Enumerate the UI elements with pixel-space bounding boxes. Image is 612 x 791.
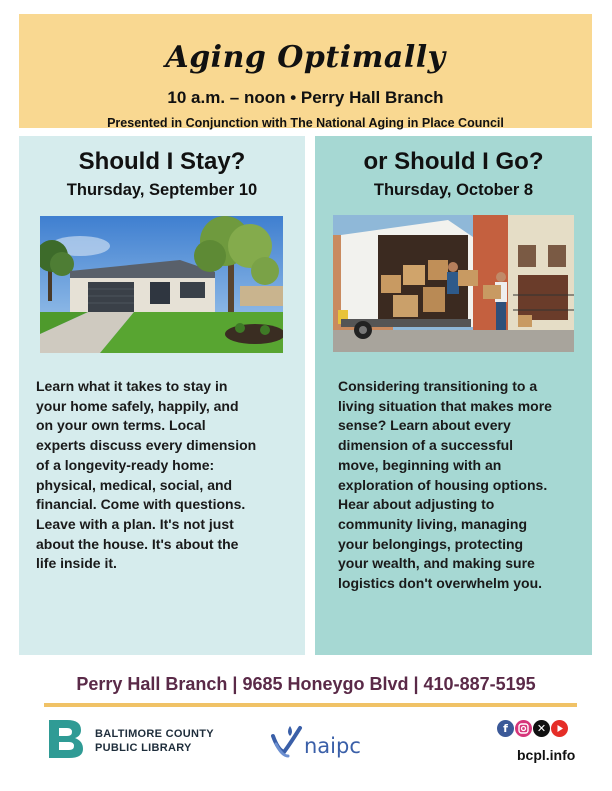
go-line: your wealth, and making sure	[338, 555, 535, 572]
go-line: move, beginning with an	[338, 456, 502, 473]
stay-line: of a longevity-ready home:	[36, 456, 215, 473]
go-line: community living, managing	[338, 515, 528, 532]
go-line: Considering transitioning to a	[338, 378, 538, 394]
stay-date: Thursday, September 10	[66, 181, 258, 199]
stay-line: life inside it.	[36, 555, 117, 572]
go-line: logistics don't overwhelm you.	[338, 575, 543, 592]
youtube-icon[interactable]	[551, 720, 568, 737]
naipc-wordmark: naipc	[304, 734, 361, 758]
go-column	[315, 136, 592, 655]
branch-contact-line: Perry Hall Branch | 9685 Honeygo Blvd | 410-887-5195	[76, 674, 536, 694]
stay-description	[36, 377, 304, 574]
stay-line: Learn what it takes to stay in	[36, 378, 228, 394]
bcpl-logo-mark	[45, 718, 85, 760]
stay-line: financial. Come with questions.	[36, 496, 246, 513]
go-line: dimension of a successful	[338, 437, 514, 454]
header-banner	[19, 14, 592, 128]
go-line: Hear about adjusting to	[338, 496, 495, 513]
go-line: sense? Learn about every	[338, 417, 511, 434]
stay-line: experts discuss every dimension	[36, 437, 257, 454]
website-link[interactable]: bcpl.info	[517, 747, 576, 763]
naipc-logo-mark	[268, 722, 306, 760]
footer-divider	[44, 703, 577, 707]
stay-line: Leave with a plan. It's not just	[36, 515, 234, 532]
go-title: or Should I Go?	[363, 148, 544, 175]
go-line: living situation that makes more	[338, 397, 552, 414]
library-name-line1: BALTIMORE COUNTY	[95, 728, 214, 740]
x-icon[interactable]: ✕	[533, 720, 550, 737]
presented-by: Presented in Conjunction with The National Aging in Place Council	[107, 116, 504, 130]
facebook-icon[interactable]: f	[497, 720, 514, 737]
stay-line: on your own terms. Local	[36, 417, 206, 434]
moving-truck-photo	[333, 215, 574, 352]
go-description	[338, 377, 600, 594]
go-line: your belongings, protecting	[338, 535, 524, 552]
stay-column	[19, 136, 305, 655]
event-title: Aging Optimally	[165, 40, 446, 75]
stay-line: about the house. It's about the	[36, 535, 239, 552]
library-name-line2: PUBLIC LIBRARY	[95, 742, 192, 754]
stay-title: Should I Stay?	[78, 148, 246, 175]
instagram-icon[interactable]	[515, 720, 532, 737]
go-date: Thursday, October 8	[373, 181, 534, 199]
house-photo	[40, 216, 283, 353]
stay-line: physical, medical, social, and	[36, 476, 233, 493]
go-line: exploration of housing options.	[338, 476, 548, 493]
stay-line: your home safely, happily, and	[36, 397, 239, 414]
event-time-location: 10 a.m. – noon • Perry Hall Branch	[167, 88, 444, 107]
